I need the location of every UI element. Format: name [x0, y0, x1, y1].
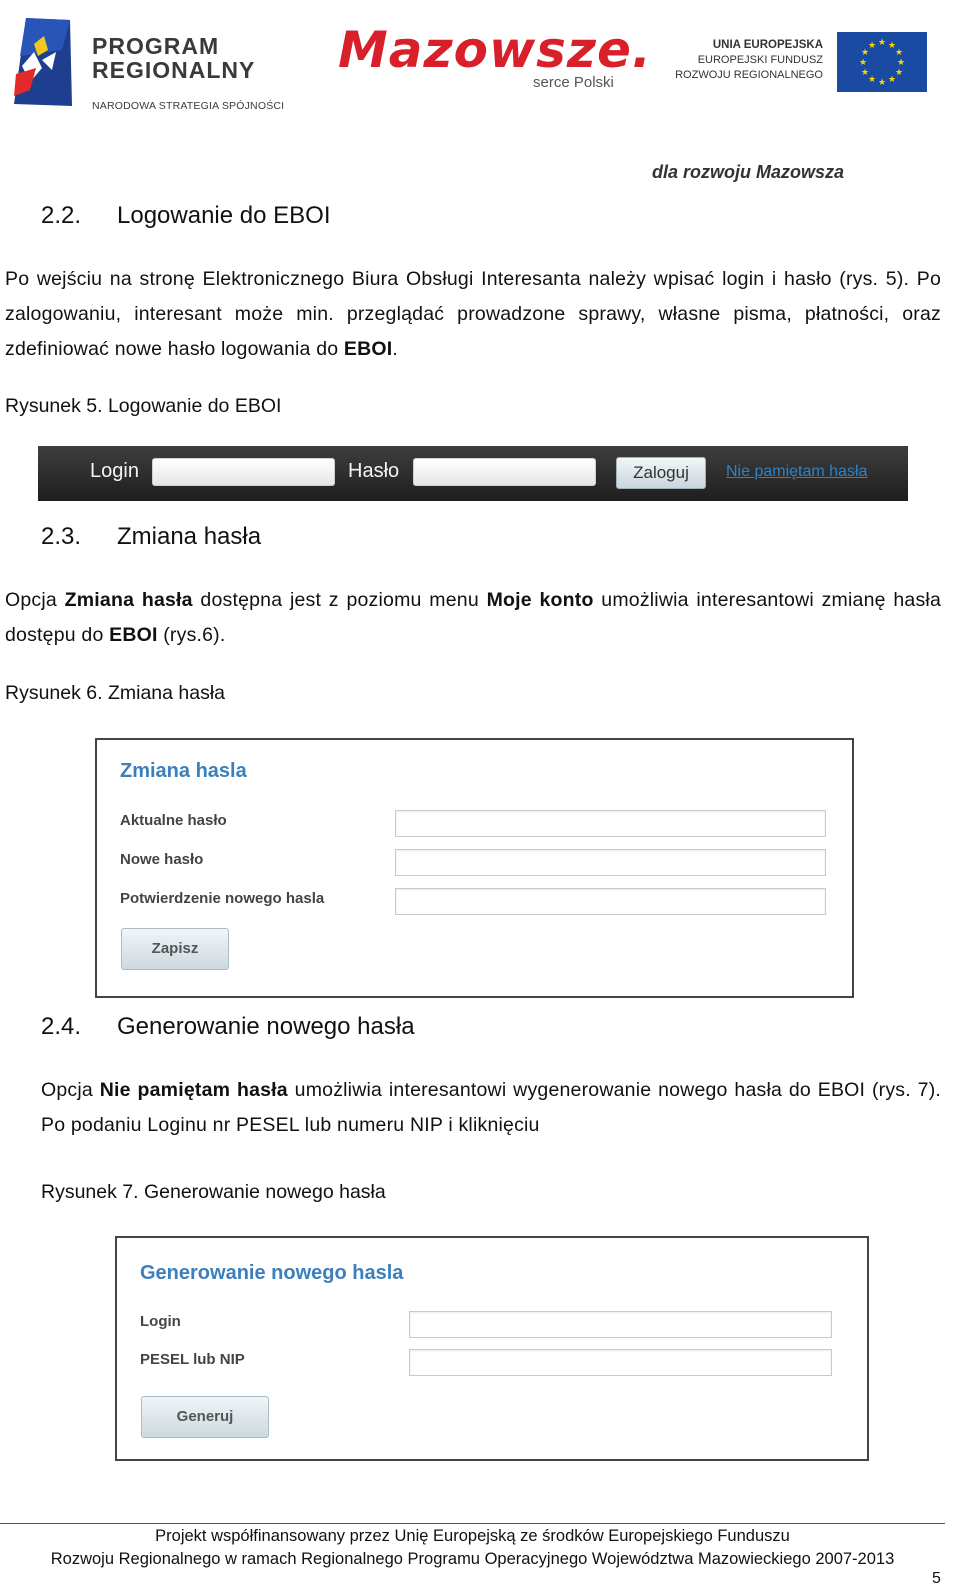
section-number: 2.3. [41, 523, 82, 550]
confirm-password-label: Potwierdzenie nowego hasla [120, 890, 325, 907]
svg-text:★: ★ [860, 48, 870, 58]
current-password-label: Aktualne hasło [120, 812, 227, 829]
section-title: Zmiana hasła [117, 523, 262, 550]
mazowsze-logo [338, 20, 652, 100]
pesel-nip-label: PESEL lub NIP [140, 1351, 245, 1368]
section-number: 2.2. [41, 202, 82, 229]
svg-text:★: ★ [894, 68, 904, 78]
figure-5-caption: Rysunek 5. Logowanie do EBOI [5, 395, 282, 417]
login-input[interactable] [152, 458, 335, 486]
mazowsze-wordmark: Mazowsze. [338, 21, 652, 79]
svg-text:★: ★ [860, 68, 870, 78]
forgot-password-link[interactable]: Nie pamiętam hasła [726, 463, 868, 480]
new-password-label: Nowe hasło [120, 851, 204, 868]
svg-text:★: ★ [894, 48, 904, 58]
program-logo-text: PROGRAM REGIONALNY [92, 33, 256, 83]
program-logo-subtext: NARODOWA STRATEGIA SPÓJNOŚCI [92, 100, 285, 112]
form-title: Zmiana hasla [120, 760, 247, 782]
change-password-form [95, 738, 854, 998]
login-label: Login [140, 1313, 181, 1330]
generate-button[interactable]: Generuj [141, 1396, 269, 1438]
password-input[interactable] [413, 458, 596, 486]
svg-text:★: ★ [887, 41, 897, 51]
figure-6-caption: Rysunek 6. Zmiana hasła [5, 682, 226, 704]
eu-logo [672, 32, 927, 92]
new-password-input[interactable] [395, 849, 826, 876]
page-number: 5 [932, 1570, 941, 1587]
login-button[interactable]: Zaloguj [616, 457, 706, 489]
svg-text:★: ★ [896, 58, 906, 68]
generate-password-form [115, 1236, 869, 1461]
svg-text:★: ★ [867, 75, 877, 85]
svg-text:★: ★ [858, 58, 868, 68]
page-header [0, 0, 960, 200]
mazowsze-subtitle: serce Polski [533, 74, 614, 91]
svg-text:★: ★ [887, 75, 897, 85]
confirm-password-input[interactable] [395, 888, 826, 915]
section-2-2-paragraph: Po wejściu na stronę Elektronicznego Biura Obsługi Interesanta należy wpisać login i hasło (rys. 5). Po zalogowaniu, interesant może min. przeglądać prowadzone sprawy, własne pisma, płatności, oraz zdefiniować nowe hasło logowania do EBOI. [5, 268, 941, 360]
form-title: Generowanie nowego hasla [140, 1262, 404, 1284]
eu-logo-text: UNIA EUROPEJSKA EUROPEJSKI FUNDUSZ ROZWOJU REGIONALNEGO [675, 39, 823, 81]
section-number: 2.4. [41, 1013, 82, 1040]
section-title: Generowanie nowego hasła [117, 1013, 415, 1040]
section-title: Logowanie do EBOI [117, 202, 331, 229]
figure-7-caption: Rysunek 7. Generowanie nowego hasła [41, 1181, 386, 1203]
section-heading-2-3 [41, 523, 641, 555]
current-password-input[interactable] [395, 810, 826, 837]
login-input[interactable] [409, 1311, 832, 1338]
footer-line-1: Projekt współfinansowany przez Unię Europejską ze środków Europejskiego Funduszu [155, 1527, 790, 1545]
program-flag-icon [12, 16, 74, 108]
section-heading-2-4 [41, 1013, 641, 1045]
login-bar [38, 446, 908, 501]
slogan: dla rozwoju Mazowsza [652, 162, 845, 182]
save-button[interactable]: Zapisz [121, 928, 229, 970]
footer-line-2: Rozwoju Regionalnego w ramach Regionalnego Programu Operacyjnego Województwa Mazowieckiego 2007-2013 [50, 1550, 895, 1568]
program-regionalny-logo [12, 14, 302, 112]
section-2-3-paragraph: Opcja Zmiana hasła dostępna jest z poziomu menu Moje konto umożliwia interesantowi zmianę hasła dostępu do EBOI (rys.6). [5, 589, 941, 646]
login-label: Login [90, 460, 139, 482]
section-2-4-paragraph: Opcja Nie pamiętam hasła umożliwia interesantowi wygenerowanie nowego hasła do EBOI (rys. 7). Po podaniu Loginu nr PESEL lub numeru NIP i kliknięciu [41, 1079, 942, 1136]
eu-flag-icon [837, 32, 927, 92]
svg-text:★: ★ [877, 38, 887, 48]
svg-text:★: ★ [867, 41, 877, 51]
section-heading-2-2 [41, 202, 641, 234]
pesel-nip-input[interactable] [409, 1349, 832, 1376]
footer-divider [0, 1523, 945, 1524]
svg-text:★: ★ [877, 78, 887, 88]
password-label: Hasło [348, 460, 400, 482]
